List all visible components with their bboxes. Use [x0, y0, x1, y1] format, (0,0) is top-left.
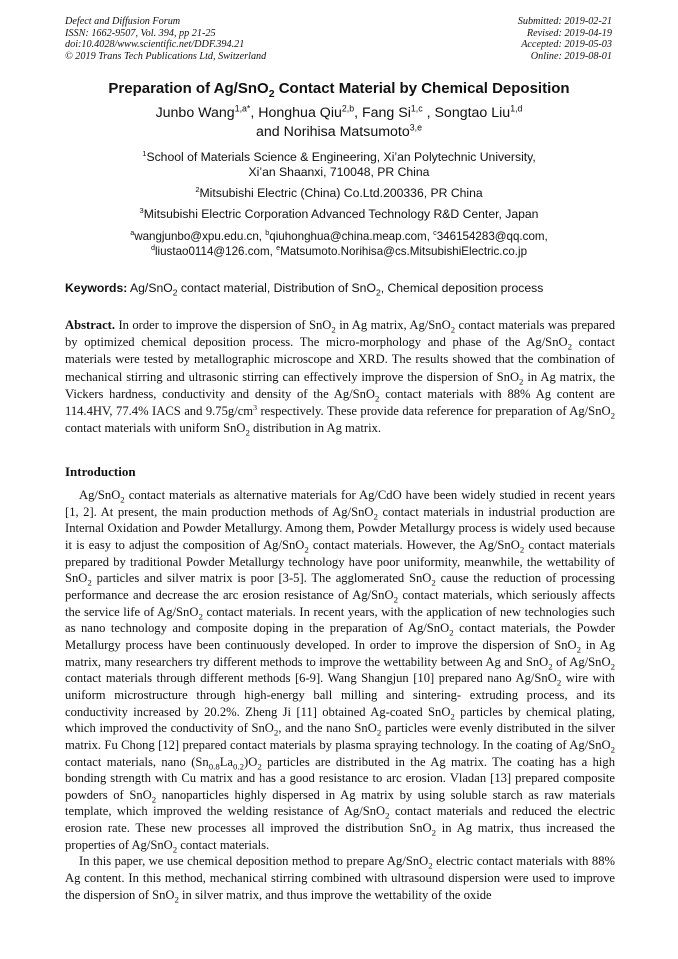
affiliation-2: $^2$Mitsubishi Electric (China) Co.Ltd.200336, PR China: [195, 184, 483, 200]
keywords: Keywords: Ag/SnO$_2$ contact material, Distribution of SnO$_2$, Chemical deposition process: [65, 281, 544, 298]
author: Fang Si: [361, 105, 411, 121]
issn: ISSN: 1662-9507, Vol. 394, pp 21-25: [65, 27, 216, 39]
doi-link[interactable]: doi:10.4028/www.scientific.net/DDF.394.21: [65, 39, 245, 51]
email-link[interactable]: Matsumoto.Norihisa@cs.MitsubishiElectric.co.jp: [280, 245, 528, 258]
author-list: Junbo Wang$^{1,a*}$, Honghua Qiu$^{2,b}$, Fang Si$^{1,c}$ , Songtao Liu$^{1,d}$ and Norihisa Matsumoto$^{3,e}$: [155, 103, 523, 140]
journal-name: Defect and Diffusion Forum: [65, 16, 181, 27]
dates-header: [518, 16, 612, 62]
author: and Norihisa Matsumoto: [255, 124, 410, 140]
introduction-body: [65, 487, 615, 903]
author: Junbo Wang: [155, 105, 235, 121]
copyright: © 2019 Trans Tech Publications Ltd, Switzerland: [65, 50, 267, 62]
email-link[interactable]: qiuhonghua@china.meap.com,: [269, 230, 434, 243]
submitted-date: Submitted: 2019-02-21: [517, 16, 612, 27]
revised-date: Revised: 2019-04-19: [526, 27, 612, 39]
accepted-date: Accepted: 2019-05-03: [521, 39, 612, 51]
email-list: $^a$wangjunbo@xpu.edu.cn, $^b$qiuhonghua@china.meap.com, $^c$346154283@qq.com, $^d$liustao0114@126.com, $^e$Matsumoto.Norihisa@cs.MitsubishiElectric.co.jp: [130, 228, 548, 258]
paper-title: Preparation of Ag/SnO$_2$ Contact Material by Chemical Deposition: [108, 80, 570, 100]
email-link[interactable]: wangjunbo@xpu.edu.cn,: [134, 230, 266, 243]
email-link[interactable]: 346154283@qq.com,: [436, 230, 548, 243]
email-link[interactable]: liustao0114@126.com,: [154, 245, 277, 258]
journal-header: [65, 16, 266, 62]
affiliation-1: $^1$School of Materials Science & Engineering, Xi’an Polytechnic University, Xi’an Shaanxi, 710048, PR China: [142, 148, 536, 179]
abstract: Abstract. In order to improve the dispersion of SnO$_2$ in Ag matrix, Ag/SnO$_2$ contact materials was prepared by optimized chemical deposition process. The micro-morphology and phase of the Ag/SnO$_2$ contact materials were tested by metallographic microscope and XRD. The results showed that the combination of mechanical stirring and ultrasonic stirring can effectively improve the dispersion of SnO$_2$ in Ag matrix, the Vickers hardness, conductivity and density of the Ag/SnO$_2$ contact materials with 88% Ag content are 114.4HV, 77.4% IACS and $9.75g/cm^3$ respectively. These provide data reference for preparation of Ag/SnO$_2$ contact materials with uniform SnO$_2$ distribution in Ag matrix.: [65, 318, 616, 438]
affiliation-3: $^3$Mitsubishi Electric Corporation Advanced Technology R&D Center, Japan: [139, 205, 539, 221]
author: Honghua Qiu: [258, 105, 342, 121]
paragraph: In this paper, we use chemical deposition method to prepare Ag/SnO$_2$ electric contact materials with 88% Ag content. In this method, mechanical stirring combined with ultrasound dispersion were used to improve the dispersion of SnO$_2$ in silver matrix, and thus improve the wettability of the oxide: [65, 854, 615, 905]
paragraph: Ag/SnO$_2$ contact materials as alternative materials for Ag/CdO have been widely studied in recent years [1, 2]. At present, the main production methods of Ag/SnO$_2$ contact materials in industrial production are Internal Oxidation and Powder Metallurgy. Among them, Powder Metallurgy process is widely used because it is easy to adjust the composition of Ag/SnO$_2$ contact materials. However, the Ag/SnO$_2$ contact materials prepared by traditional Powder Metallurgy technology have poor uniformity, meanwhile, the wettability of SnO$_2$ particles and silver matrix is poor [3-5]. The agglomerated SnO$_2$ cause the reduction of processing performance and decrease the arc erosion resistance of Ag/SnO$_2$ contact materials, which seriously affects the service life of Ag/SnO$_2$ contact materials. In recent years, with the application of new technologies such as nano technology and composite doping in the preparation of Ag/SnO$_2$ contact materials, the Powder Metallurgy process have been continuously developed. In order to improve the dispersion of SnO$_2$ in Ag matrix, many researchers try different methods to improve the wettability between Ag and SnO$_2$ of Ag/SnO$_2$ contact materials through different methods [6-9]. Wang Shangjun [10] prepared nano Ag/SnO$_2$ wire with uniform microstructure through high-energy ball milling and sintering- extruding process, and its conductivity increased by 20.2%. Zheng Ji [11] obtained Ag-coated SnO$_2$ particles by chemical plating, which improved the conductivity of SnO$_2$, and the nano SnO$_2$ particles were evenly distributed in the silver matrix. Fu Chong [12] prepared contact materials by plasma spraying technology. In the coating of Ag/SnO$_2$ contact materials, nano $(Sn_{0.8}La_{0.2})O_2$ particles are distributed in the Ag matrix. The coating has a high bonding strength with Cu matrix and has a good resistance to arc erosion. Vladan [13] prepared composite powders of SnO$_2$ nanoparticles highly dispersed in Ag matrix by using soluble starch as raw materials template, which improved the welding resistance of Ag/SnO$_2$ contact materials and reduced the electric erosion rate. These new processes all improved the distribution SnO$_2$ in Ag matrix, thus increased the properties of Ag/SnO$_2$ contact materials.: [65, 488, 616, 855]
author: Songtao Liu: [434, 105, 511, 121]
online-date: Online: 2019-08-01: [530, 50, 612, 62]
section-heading: Introduction: [65, 464, 136, 479]
